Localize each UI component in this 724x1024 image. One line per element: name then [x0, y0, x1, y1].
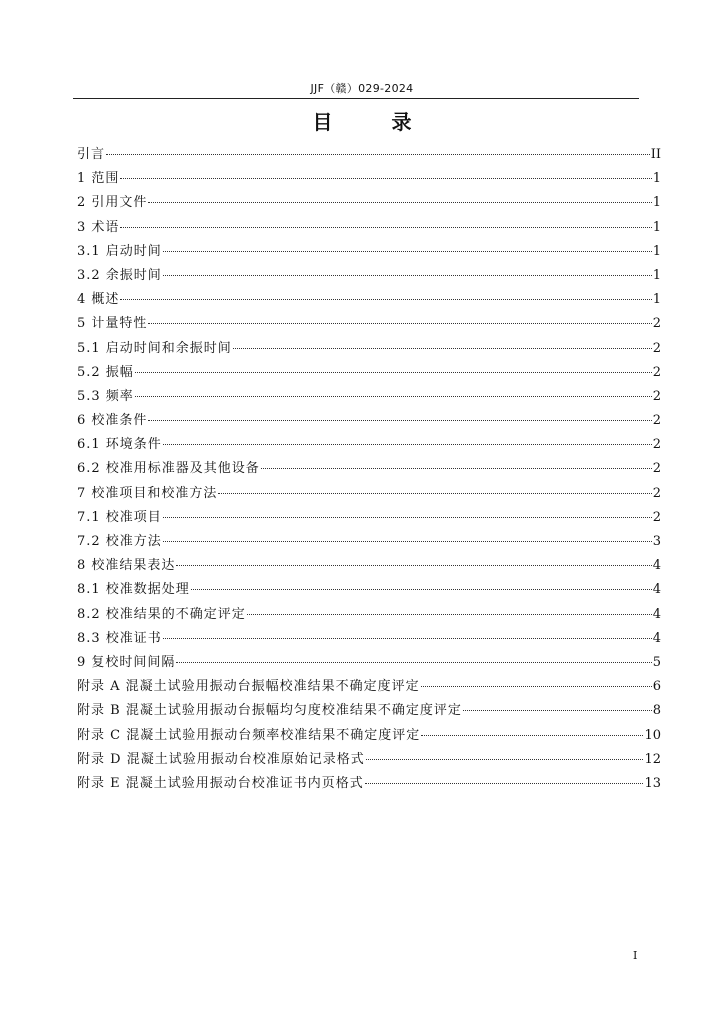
toc-entry-page: 2: [652, 413, 661, 429]
toc-dot-leader: [120, 225, 651, 228]
toc-entry-page: 6: [652, 679, 661, 695]
toc-entry-page: 1: [652, 195, 661, 211]
toc-entry-label: 引言: [77, 147, 106, 162]
toc-entry-label: 2 引用文件: [77, 195, 148, 211]
toc-entry-label: 3.2 余振时间: [77, 267, 162, 283]
toc-entry-page: 1: [652, 219, 661, 235]
toc-entry-label: 6.1 环境条件: [77, 437, 162, 453]
toc-entry[interactable]: [77, 191, 661, 215]
toc-entry-page: 13: [644, 775, 661, 791]
toc-entry[interactable]: [77, 457, 661, 481]
toc-dot-leader: [218, 491, 651, 494]
header-divider: [73, 98, 639, 99]
toc-entry-page: 3: [652, 534, 661, 549]
toc-entry-label: 8 校准结果表达: [77, 558, 176, 574]
toc-entry[interactable]: [77, 675, 661, 699]
toc-entry[interactable]: [77, 288, 661, 312]
toc-entry-page: 2: [652, 509, 661, 525]
toc-entry-label: 5.3 频率: [77, 388, 134, 404]
toc-entry-label: 5 计量特性: [77, 316, 148, 332]
toc-entry-label: 9 复校时间间隔: [77, 654, 176, 670]
toc-entry-label: 7 校准项目和校准方法: [77, 485, 218, 501]
toc-dot-leader: [247, 612, 652, 615]
toc-entry-label: 附录 E 混凝土试验用振动台校准证书内页格式: [77, 775, 364, 791]
toc-dot-leader: [106, 152, 650, 155]
toc-entry-page: II: [650, 147, 661, 162]
toc-entry-label: 6 校准条件: [77, 413, 148, 429]
toc-dot-leader: [163, 442, 652, 445]
toc-entry[interactable]: [77, 482, 661, 506]
toc-entry-label: 4 概述: [77, 292, 120, 308]
toc-entry[interactable]: [77, 578, 661, 602]
toc-dot-leader: [148, 200, 651, 203]
toc-entry-page: 2: [652, 388, 661, 404]
toc-entry-page: 4: [652, 582, 661, 598]
toc-entry-page: 1: [652, 243, 661, 259]
toc-dot-leader: [120, 176, 651, 179]
toc-entry-page: 2: [652, 316, 661, 332]
toc-entry[interactable]: [77, 409, 661, 433]
toc-entry-label: 附录 B 混凝土试验用振动台振幅均匀度校准结果不确定度评定: [77, 703, 462, 719]
toc-entry[interactable]: [77, 772, 661, 796]
toc-entry[interactable]: [77, 554, 661, 578]
toc-entry[interactable]: [77, 603, 661, 627]
toc-entry-page: 1: [652, 292, 661, 308]
page-number: I: [633, 949, 638, 962]
toc-entry[interactable]: [77, 530, 661, 554]
toc-dot-leader: [233, 346, 652, 349]
toc-entry[interactable]: [77, 216, 661, 240]
toc-entry-page: 12: [644, 751, 661, 767]
toc-dot-leader: [135, 370, 652, 373]
toc-dot-leader: [163, 539, 652, 542]
toc-entry-label: 附录 A 混凝土试验用振动台振幅校准结果不确定度评定: [77, 679, 420, 695]
toc-dot-leader: [191, 587, 652, 590]
toc-entry[interactable]: [77, 748, 661, 772]
toc-dot-leader: [163, 636, 652, 639]
toc-title: 目 录: [312, 110, 438, 134]
toc-entry[interactable]: [77, 312, 661, 336]
toc-dot-leader: [163, 249, 652, 252]
toc-entry-page: 4: [652, 630, 661, 646]
toc-entry-page: 2: [652, 485, 661, 501]
toc-entry-page: 5: [652, 654, 661, 670]
toc-entry-label: 8.3 校准证书: [77, 630, 162, 646]
toc-dot-leader: [463, 708, 652, 711]
toc-entry-label: 6.2 校准用标准器及其他设备: [77, 461, 260, 477]
toc-entry[interactable]: [77, 699, 661, 723]
toc-entry[interactable]: [77, 167, 661, 191]
toc-entry-label: 3.1 启动时间: [77, 243, 162, 259]
toc-entry-label: 附录 D 混凝土试验用振动台校准原始记录格式: [77, 751, 365, 767]
toc-entry-label: 5.2 振幅: [77, 364, 134, 380]
toc-dot-leader: [176, 660, 651, 663]
toc-entry-page: 4: [652, 606, 661, 622]
toc-entry[interactable]: [77, 724, 661, 748]
toc-dot-leader: [366, 757, 644, 760]
toc-entry[interactable]: [77, 143, 661, 167]
toc-entry-page: 2: [652, 461, 661, 477]
toc-dot-leader: [421, 684, 652, 687]
toc-dot-leader: [365, 781, 644, 784]
toc-dot-leader: [135, 394, 652, 397]
toc-entry-label: 7.2 校准方法: [77, 534, 162, 549]
toc-entry[interactable]: [77, 240, 661, 264]
toc-entry-label: 1 范围: [77, 171, 120, 187]
toc-entry[interactable]: [77, 337, 661, 361]
toc-entry[interactable]: [77, 433, 661, 457]
toc-entry-page: 10: [644, 727, 661, 743]
toc-entry[interactable]: [77, 651, 661, 675]
toc-entry-page: 2: [652, 437, 661, 453]
toc-dot-leader: [120, 297, 651, 300]
toc-entry-page: 1: [652, 171, 661, 187]
toc-entry-label: 3 术语: [77, 219, 120, 235]
toc-entry[interactable]: [77, 361, 661, 385]
toc-entry-label: 7.1 校准项目: [77, 509, 162, 525]
toc-entry-page: 4: [652, 558, 661, 574]
toc-entry-label: 8.1 校准数据处理: [77, 582, 190, 598]
toc-dot-leader: [421, 733, 643, 736]
toc-entry-page: 2: [652, 340, 661, 356]
toc-entry-page: 8: [652, 703, 661, 719]
toc-entry[interactable]: [77, 385, 661, 409]
toc-dot-leader: [261, 466, 652, 469]
toc-entry-page: 2: [652, 364, 661, 380]
toc-entry-page: 1: [652, 267, 661, 283]
toc-entry-label: 5.1 启动时间和余振时间: [77, 340, 232, 356]
toc-list: [77, 143, 661, 796]
toc-entry[interactable]: [77, 506, 661, 530]
toc-dot-leader: [163, 273, 652, 276]
toc-dot-leader: [148, 418, 651, 421]
standard-code-header: JJF（赣）029-2024: [310, 82, 414, 95]
toc-dot-leader: [163, 515, 652, 518]
toc-entry-label: 8.2 校准结果的不确定评定: [77, 606, 246, 622]
toc-dot-leader: [176, 563, 651, 566]
toc-dot-leader: [148, 321, 651, 324]
toc-entry[interactable]: [77, 264, 661, 288]
toc-entry[interactable]: [77, 627, 661, 651]
toc-entry-label: 附录 C 混凝土试验用振动台频率校准结果不确定度评定: [77, 727, 421, 743]
